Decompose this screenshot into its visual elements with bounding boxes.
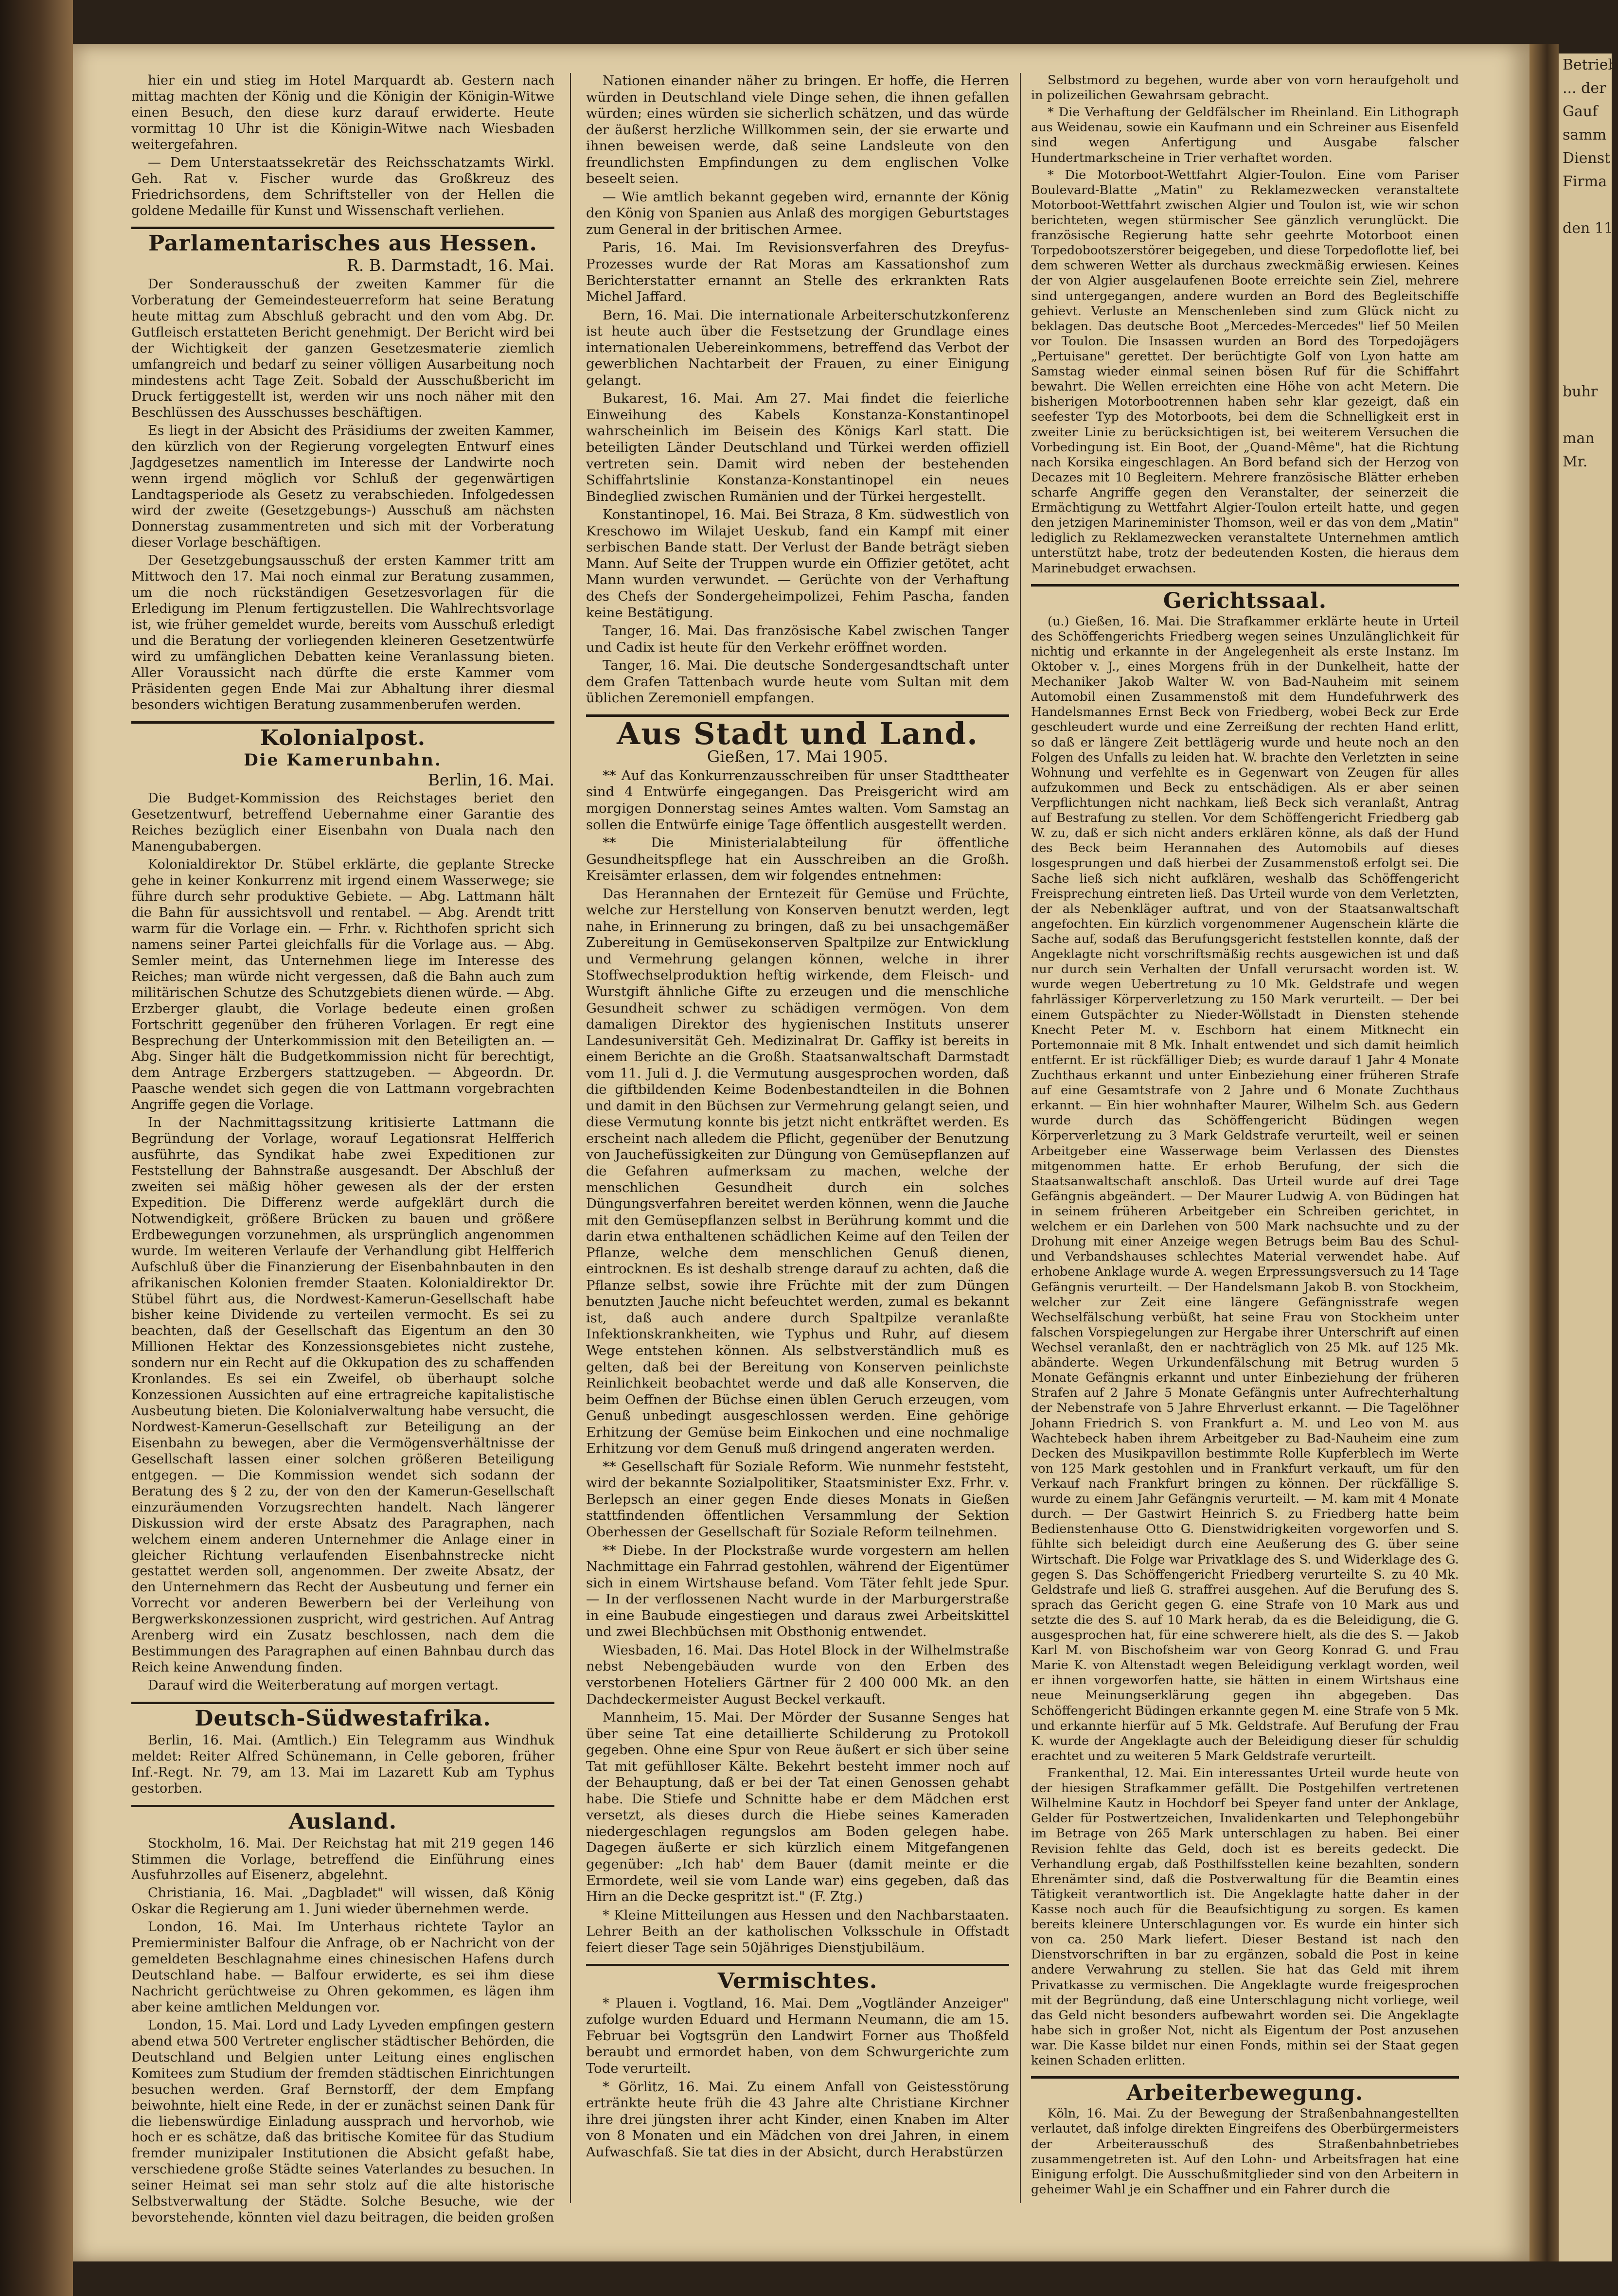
dateline: Berlin, 16. Mai.	[427, 770, 554, 789]
section-heading-gerichtssaal: Gerichtssaal.	[1163, 588, 1327, 613]
dateline: Gießen, 17. Mai 1905.	[707, 747, 889, 766]
labor-news	[1031, 2106, 1459, 2197]
article-paragraph: Wiesbaden, 16. Mai. Das Hotel Block in der Wilhelmstraße nebst Nebengebäuden wurde von den Erben des verstorbenen Hoteliers Gärtner für 2 400 000 Mk. an den Dachdeckermeister August Beckel verkauft.	[586, 1642, 1009, 1707]
article-paragraph: ** Gesellschaft für Soziale Reform. Wie nunmehr feststeht, wird der bekannte Sozialpolitiker, Staatsminister Exz. Frhr. v. Berlepsch an einer gegen Ende dieses Monats in Gießen stattfindenden öffentlichen Versammlung der Sektion Oberhessen der Gesellschaft für Soziale Reform teilnehmen.	[586, 1459, 1009, 1540]
article-paragraph: Der Sonderausschuß der zweiten Kammer für die Vorberatung der Gemeindesteuerreform hat seine Beratung heute mittag zum Abschluß gebracht und den vom Abg. Dr. Gutfleisch erstatteten Bericht genehmigt. Der Bericht wird bei der Wichtigkeit der ganzen Gesetzesmaterie ziemlich umfangreich und bedarf zu seiner völligen Ausarbeitung noch mindestens acht Tage Zeit. Sobald der Ausschußbericht im Druck fertiggestellt ist, werden wir uns noch näher mit den Beschlüssen des Ausschusses beschäftigen.	[131, 277, 554, 420]
article-paragraph: ** Diebe. In der Plockstraße wurde vorgestern am hellen Nachmittage ein Fahrrad gestohlen, während der Eigentümer sich in einem Wirtshause befand. Vom Täter fehlt jede Spur. — In der verflossenen Nacht wurde in der Marburgerstraße in eine Baubude eingestiegen und daraus zwei Arbeitskittel und zwei Blechbüchsen mit Obsthonig entwendet.	[586, 1542, 1009, 1640]
next-page-text	[1559, 240, 1612, 264]
column-1	[131, 73, 554, 2228]
article-paragraph: Der Gesetzgebungsausschuß der ersten Kammer tritt am Mittwoch den 17. Mai noch einmal zur Beratung zusammen, um die noch rückständigen Gesetzesvorlagen für die Erledigung im Plenum fertigzustellen. Die Wahlrechtsvorlage ist, wie früher gemeldet wurde, bereits vom Ausschuß erledigt und die Beratung der vorliegenden kleineren Gesetzentwürfe wird zu umfänglichen Debatten keine Veranlassung bieten. Aller Voraussicht nach dürfte die erste Kammer vom Präsidenten gegen Ende Mai zur Abhaltung ihrer diesmal besonders wichtigen Beratung zusammenberufen werden.	[131, 553, 554, 712]
section-rule	[131, 227, 554, 229]
dsw-articles	[131, 1733, 554, 1797]
article-paragraph: Nationen einander näher zu bringen. Er hoffe, die Herren würden in Deutschland viele Dinge sehen, die ihnen gefallen würden; eines würden sie sicherlich schätzen, und das würde der äußerst herzliche Willkommen sein, der sie erwarte und ihnen beweisen werde, daß seine Landsleute von den freundlichsten Empfindungen zu dem englischen Volke beseelt seien.	[586, 73, 1009, 187]
next-page-text: den 11.	[1563, 220, 1618, 237]
article-paragraph: Das Herannahen der Erntezeit für Gemüse und Früchte, welche zur Herstellung von Konserven benutzt werden, legt nahe, in Erinnerung zu bringen, daß zu bei unsachgemäßer Zubereitung in Gemüsekonserven Spaltpilze zur Entwicklung und Vermehrung gelangen können, welche in ihrer Stoffwechselproduktion heftig wirkende, dem Fleisch- und Wurstgift ähnliche Gifte zu erzeugen und die menschliche Gesundheit schwer zu schädigen vermögen. Von dem damaligen Direktor des hygienischen Instituts unserer Landesuniversität Geh. Medizinalrat Dr. Gaffky ist bereits in einem Berichte an die Großh. Staatsanwaltschaft Darmstadt vom 11. Juli d. J. die Vermutung ausgesprochen worden, daß die giftbildenden Keime Bodenbestandteilen in die Bohnen und damit in den Büchsen zur Vermehrung gelangt seien, und diese Vermutung konnte bis jetzt nicht entkräftet werden. Es erscheint nach alledem die Pflicht, gegenüber der Benutzung von Jauchefüssigkeiten zur Düngung von Gemüsepflanzen auf die Gefahren aufmerksam zu machen, welche der menschlichen Gesundheit durch ein solches Düngungsverfahren bereitet werden können, wenn die Jauche mit den Gemüsepflanzen selbst in Berührung kommt und die darin etwa enthaltenen schädlichen Keime auf den Teilen der Pflanze, welche dem menschlichen Genuß dienen, eintrocknen. Es ist deshalb strenge darauf zu achten, daß die Pflanze selbst, sowie ihre Früchte mit der zum Düngen benutzten Jauche nicht befeuchtet werden, zumal es bekannt ist, daß auch andere durch Spaltpilze veranlaßte Infektionskrankheiten, wie Typhus und Ruhr, auf diesem Wege entstehen können. Als selbstverständlich muß es gelten, daß bei der Bereitung von Konserven peinlichste Reinlichkeit beobachtet werde und daß alle Konserven, die beim Oeffnen der Büchse einen üblen Geruch erzeugen, vom Genuß unbedingt ausgeschlossen werden. Eine gehörige Erhitzung der Gemüse beim Einkochen und eine nochmalige Erhitzung vor dem Genuß muß dringend angeraten werden.	[586, 886, 1009, 1457]
section-heading-stadt-land: Aus Stadt und Land.	[617, 715, 978, 751]
court-reports	[1031, 614, 1459, 2069]
article-paragraph: Mannheim, 15. Mai. Der Mörder der Susanne Senges hat über seine Tat eine detaillierte Schilderung zu Protokoll gegeben. Ohne eine Spur von Reue äußert er sich über seine Tat mit gefühlloser Kälte. Bekehrt besteht immer noch auf der Behauptung, daß er bei der Tat einen Genossen gehabt habe. Die Stiefe und Schnitte habe er dem Mädchen erst versetzt, als dieses durch die Hiebe seines Kameraden niedergeschlagen regungslos am Boden gelegen habe. Dagegen äußerte er sich kürzlich einem Mitgefangenen gegenüber: „Ich hab' dem Bauer (damit meinte er die Ermordete, weil sie vom Lande war) eins gegeben, daß das Hirn an die Decke gespritzt ist." (F. Ztg.)	[586, 1709, 1009, 1905]
column-divider	[570, 73, 571, 2203]
article-paragraph: Konstantinopel, 16. Mai. Bei Straza, 8 Km. südwestlich von Kreschowo im Wilajet Ueskub, fand ein Kampf mit einer serbischen Bande statt. Der Verlust der Bande beträgt sieben Mann. Auf Seite der Truppen wurde ein Offizier getötet, acht Mann wurden verwundet. — Gerüchte von der Verhaftung des Chefs der Sondergeheimpolizei, Fehim Pascha, fanden keine Bestätigung.	[586, 507, 1009, 621]
article-paragraph: Köln, 16. Mai. Zu der Bewegung der Straßenbahnangestellten verlautet, daß infolge direkten Eingreifens des Oberbürgermeisters der Arbeiterausschuß des Straßenbahnbetriebes zusammengetreten ist. Auf den Lohn- und Arbeitsfragen hat eine Einigung erfolgt. Die Ausschußmitglieder sind von den Arbeitern in geheimer Wahl je ein Schaffner und ein Fahrer durch die	[1031, 2106, 1459, 2197]
section-rule	[586, 1964, 1009, 1966]
next-page-fragment	[1559, 53, 1618, 2261]
next-page-text: ... der	[1563, 80, 1606, 97]
next-page-text	[1559, 310, 1612, 334]
article-paragraph: Berlin, 16. Mai. (Amtlich.) Ein Telegramm aus Windhuk meldet: Reiter Alfred Schünemann, in Celle geboren, früher Inf.-Regt. Nr. 79, am 13. Mai im Lazarett Kub am Typhus gestorben.	[131, 1732, 554, 1796]
next-page-text: man	[1563, 430, 1595, 447]
article-paragraph: * Plauen i. Vogtland, 16. Mai. Dem „Vogtländer Anzeiger" zufolge wurden Eduard und Hermann Neumann, die am 15. Februar bei Vogtsgrün den Landwirt Forner aus Thoßfeld beraubt und ermordet haben, von dem Schwurgerichte zum Tode verurteilt.	[586, 1995, 1009, 2076]
next-page-text	[1559, 287, 1612, 310]
section-heading-ausland: Ausland.	[288, 1809, 397, 1834]
article-paragraph: — Dem Unterstaatssekretär des Reichsschatzamts Wirkl. Geh. Rat v. Fischer wurde das Großkreuz des Friedrichsordens, dem Schriftsteller von der Hellen die goldene Medaille für Kunst und Wissenschaft verliehen.	[131, 155, 554, 218]
article-paragraph: Die Budget-Kommission des Reichstages beriet den Gesetzentwurf, betreffend Uebernahme einer Garantie des Reiches bezüglich einer Eisenbahn von Duala nach den Manengubabergen.	[131, 791, 554, 854]
article-paragraph: hier ein und stieg im Hotel Marquardt ab. Gestern nach mittag machten der König und die Königin der Königin-Witwe einen Besuch, den diese kurz darauf erwiderte. Heute vormittag 10 Uhr ist die Königin-Witwe nach Wiesbaden weitergefahren.	[131, 73, 554, 152]
article-paragraph: ** Auf das Konkurrenzausschreiben für unser Stadttheater sind 4 Entwürfe eingegangen. Das Preisgericht wird am morgigen Donnerstag seines Amtes walten. Vom Samstag an sollen die Entwürfe einige Tage öffentlich ausgestellt werden.	[586, 767, 1009, 833]
subheading-kamerunbahn: Die Kamerunbahn.	[244, 750, 442, 770]
column-3	[1031, 73, 1459, 2199]
misc-news	[586, 1995, 1009, 2160]
article-paragraph: — Wie amtlich bekannt gegeben wird, ernannte der König den König von Spanien aus Anlaß des morgigen Geburtstages zum General in der britischen Armee.	[586, 189, 1009, 237]
article-paragraph: Frankenthal, 12. Mai. Ein interessantes Urteil wurde heute von der hiesigen Strafkammer gefällt. Die Postgehilfen vertretenen Wilhelmine Kautz in Hochdorf bei Speyer fand unter der Anklage, Gelder für Postwertzeichen, Invalidenkarten und Telephongebühr im Betrage von 265 Mark unterschlagen zu haben. Bei einer Revision fehlte das Geld, doch ist es bereits gedeckt. Die Verhandlung ergab, daß Posthilfsstellen keine bezahlten, sondern Ehrenämter sind, daß die Postverwaltung für die Beamtin eines Tätigkeit verantwortlich ist. Die Angeklagte hatte daher in der Kasse noch auch für die Beaufsichtigung zu sorgen. Es kamen bereits kleinere Unterschlagungen vor. Es wurde ein hinter sich von ca. 250 Mark liefert. Dieser Bestand ist nach den Dienstvorschriften in bar zu ergänzen, sobald die Post in keine andere Verwahrung zu stellen. Sie hat das Geld mit ihrem Privatkasse zu vermischen. Die Angeklagte wurde freigesprochen mit der Begründung, daß eine Unterschlagung nicht vorliege, weil das Geld nicht besonders aufbewahrt worden sei. Die Angeklagte habe sich in großer Not, nicht als Eigentum der Post anzusehen war. Die Kasse bildet nur einen Fonds, mithin sei der Staat gegen keinen Schaden erlitten.	[1031, 1766, 1459, 2068]
article-paragraph: Kolonialdirektor Dr. Stübel erklärte, die geplante Strecke gehe in keiner Konkurrenz mit irgend einem Wasserwege; sie führe durch sehr produktive Gebiete. — Abg. Lattmann hält die Bahn für aussichtsvoll und rentabel. — Abg. Arendt tritt warm für die Vorlage ein. — Frhr. v. Richthofen spricht sich namens seiner Partei gleichfalls für die Vorlage aus. — Abg. Semler meint, das Unternehmen liege im Interesse des Reiches; man würde nicht vergessen, daß die Bahn auch zum militärischen Schutze des Schutzgebiets dienen würde. — Abg. Erzberger glaubt, die Vorlage bedeute einen großen Fortschritt gegenüber den früheren Vorlagen. Er regt eine Besprechung der Unterkommission mit den Beteiligten an. — Abg. Singer hält die Budgetkommission nicht für berechtigt, dem Antrage Erzbergers stattzugeben. — Abgeordn. Dr. Paasche wendet sich gegen die von Lattmann vorgebrachten Angriffe gegen die Vorlage.	[131, 857, 554, 1113]
article-paragraph: Tanger, 16. Mai. Die deutsche Sondergesandtschaft unter dem Grafen Tattenbach wurde heute vom Sultan mit dem üblichen Zeremoniell empfangen.	[586, 658, 1009, 706]
colonial-articles	[131, 791, 554, 1694]
section-rule	[1031, 584, 1459, 587]
article-paragraph: Selbstmord zu begehen, wurde aber von vorn heraufgeholt und in polizeilichen Gewahrsam gebracht.	[1031, 73, 1459, 103]
parliament-articles	[131, 277, 554, 713]
article-paragraph: Paris, 16. Mai. Im Revisionsverfahren des Dreyfus-Prozesses wurde der Rat Moras am Kassationshof zum Berichterstatter ernannt an Stelle des erkrankten Rats Michel Jaffard.	[586, 240, 1009, 305]
section-heading-colonial: Kolonialpost.	[260, 725, 426, 750]
article-paragraph: * Die Motorboot-Wettfahrt Algier-Toulon. Eine vom Pariser Boulevard-Blatte „Matin" zu Reklamezwecken veranstaltete Motorboot-Wettfahrt zwischen Algier und Toulon ist, wie wir schon berichteten, wegen stürmischer See gänzlich verunglückt. Die französische Regierung hatte sehr geehrte Motorboot einen Torpedobootszerstörer beigegeben, und diese Torpedoflotte lief, bei dem schweren Wetter als durchaus zweckmäßig erwiesen. Keines der von Algier ausgelaufenen Boote erreichte sein Ziel, mehrere sind untergegangen, andere wurden an Bord des Begleitschiffe gehievt. Verluste an Menschenleben sind zum Glück nicht zu beklagen. Das deutsche Boot „Mercedes-Mercedes" lief 50 Meilen vor Toulon. Die Insassen wurden an Bord des Torpedojägers „Pertuisane" gerettet. Der berüchtigte Golf von Lyon hatte am Samstag wieder einmal seinen bösen Ruf für die Schiffahrt bewahrt. Die Wellen erreichten eine Höhe von acht Metern. Die bisherigen Motorbootrennen haben sehr klar gezeigt, daß ein seefester Typ des Motorboots, bei dem die Schnelligkeit erst in zweiter Linie zu berücksichtigen ist, bei weiterem Versuchen die Vorbedingung ist. Ein Boot, der „Quand-Même", hat die Richtung nach Korsika eingeschlagen. An Bord befand sich der Herzog von Decazes mit 10 Begleitern. Mehrere französische Blätter erheben scharfe Angriffe gegen den Veranstalter, der seinerzeit die Ermächtigung zu Wettfahrt Algier-Toulon erteilt hatte, und gegen den jetzigen Marineminister Thomson, weil er das von dem „Matin" lediglich zu Reklamezwecken veranstaltete Unternehmen amtlich unterstützt habe, trotz der bedeutenden Kosten, die hieraus dem Marinebudget erwachsen.	[1031, 167, 1459, 576]
next-page-text	[1559, 194, 1612, 217]
section-rule	[1031, 2076, 1459, 2079]
next-page-text	[1559, 404, 1612, 427]
next-page-text: samm	[1563, 126, 1607, 143]
column-2	[586, 73, 1009, 2162]
article-paragraph: * Kleine Mitteilungen aus Hessen und den Nachbarstaaten. Lehrer Beith an der katholischen Volksschule in Offstadt feiert dieser Tage sein 50jähriges Dienstjubiläum.	[586, 1907, 1009, 1956]
article-paragraph: * Görlitz, 16. Mai. Zu einem Anfall von Geistesstörung ertränkte heute früh die 43 Jahre alte Christiane Kirchner ihre drei jüngsten ihrer acht Kinder, einen Knaben im Alter von 8 Monaten und ein Mädchen von drei Jahren, in einem Aufwaschfaß. Sie tat dies in der Absicht, durch Herabstürzen	[586, 2079, 1009, 2160]
intro-articles	[131, 73, 554, 219]
article-paragraph: Christiania, 16. Mai. „Dagbladet" will wissen, daß König Oskar die Regierung am 1. Juni wieder übernehmen werde.	[131, 1886, 554, 1917]
section-rule	[131, 1805, 554, 1807]
dateline: R. B. Darmstadt, 16. Mai.	[347, 256, 554, 275]
article-paragraph: London, 16. Mai. Im Unterhaus richtete Taylor an Premierminister Balfour die Anfrage, ob er Nachricht von der gemeldeten Beschlagnahme eines chinesischen Hafens durch Deutschland habe. — Balfour erwiderte, es sei ihm diese Nachricht gerüchtweise zu Ohren gekommen, es lägen ihm aber keine amtlichen Meldungen vor.	[131, 1920, 554, 2015]
misc-continued	[1031, 73, 1459, 576]
section-heading-dsw: Deutsch-Südwestafrika.	[195, 1706, 491, 1731]
next-page-text: Mr.	[1563, 453, 1588, 470]
section-rule	[131, 721, 554, 724]
book-gutter	[1529, 44, 1559, 2261]
section-rule	[131, 1702, 554, 1704]
ausland-articles	[131, 1836, 554, 2226]
article-paragraph: * Die Verhaftung der Geldfälscher im Rheinland. Ein Lithograph aus Weidenau, sowie ein Kaufmann und ein Schreiner aus Eisenfeld sind wegen Anfertigung und Ausgabe falscher Hundertmarkscheine in Trier verhaftet worden.	[1031, 105, 1459, 165]
next-page-text: buhr	[1563, 383, 1598, 400]
book-edge-left	[0, 0, 73, 2296]
article-paragraph: Tanger, 16. Mai. Das französische Kabel zwischen Tanger und Cadix ist heute für den Verkehr eröffnet worden.	[586, 623, 1009, 655]
next-page-text	[1559, 334, 1612, 357]
article-paragraph: Bukarest, 16. Mai. Am 27. Mai findet die feierliche Einweihung des Kabels Konstanza-Konstantinopel wahrscheinlich im Beisein des Königs Karl statt. Die beteiligten Länder Deutschland und Türkei werden offiziell vertreten sein. Damit wird neben der bestehenden Schiffahrtslinie Konstanza-Konstantinopel ein neues Bindeglied zwischen Rumänien und der Türkei hergestellt.	[586, 391, 1009, 504]
column-divider	[1020, 73, 1021, 2203]
next-page-text	[1559, 357, 1612, 380]
article-paragraph: London, 15. Mai. Lord und Lady Lyveden empfingen gestern abend etwa 500 Vertreter englischer städtischer Behörden, die Deutschland und Belgien unter Leitung eines englischen Komitees zum Studium der fremden städtischen Einrichtungen besuchen werden. Graf Bernstorff, der dem Empfang beiwohnte, hielt eine Rede, in der er zunächst seinen Dank für die liebenswürdige Einladung aussprach und hervorhob, wie hoch er es schätze, daß das britische Komitee für das Studium fremder munizipaler Institutionen die Absicht gefaßt habe, verschiedene große Städte seines Vaterlandes zu besuchen. In seiner Heimat sei man sehr stolz auf die alte historische Selbstverwaltung der Städte. Solche Besuche, wie der bevorstehende, könnten viel dazu beitragen, die beiden großen	[131, 2017, 554, 2225]
article-paragraph: Darauf wird die Weiterberatung auf morgen vertagt.	[148, 1678, 499, 1693]
article-paragraph: In der Nachmittagssitzung kritisierte Lattmann die Begründung der Vorlage, worauf Legationsrat Helfferich ausführte, das Syndikat habe zwei Expeditionen zur Feststellung der Bahnstraße ausgesandt. Der Abschluß der zweiten sei mäßig höher gewesen als der der ersten Expedition. Die Differenz werde aufgeklärt durch die Notwendigkeit, größere Brücken zu bauen und größere Erdbewegungen vorzunehmen, als ursprünglich angenommen wurde. Im weiteren Verlaufe der Verhandlung gibt Helfferich Aufschluß über die Finanzierung der Eisenbahnbauten in den afrikanischen Kolonien fremder Staaten. Kolonialdirektor Dr. Stübel führt aus, die Nordwest-Kamerun-Gesellschaft habe bisher keine Dividende zu verteilen vermocht. Es sei zu beachten, daß der Gesellschaft das Eigentum an den 30 Millionen Hektar des Konzessionsgebietes nicht zustehe, sondern nur ein Recht auf die Okkupation des zu schaffenden Kronlandes. Es sei ein Zweifel, ob überhaupt solche Konzessionen Aussichten auf eine ertragreiche kapitalistische Ausbeutung bieten. Die Kolonialverwaltung habe versucht, die Nordwest-Kamerun-Gesellschaft zur Beteiligung an der Eisenbahn zu bewegen, aber die Vermögensverhältnisse der Gesellschaft lassen einer solchen größeren Beteiligung entgegen. — Die Kommission wendet sich sodann der Beratung des § 2 zu, der von den der Kamerun-Gesellschaft einzuräumenden Vorzugsrechten handelt. Nach längerer Diskussion wird der erste Absatz des Paragraphen, nach welchem einem anderen Unternehmer die Anlage einer in gleicher Richtung verlaufenden Eisenbahnstrecke nicht gestattet werden soll, angenommen. Der zweite Absatz, der den Unternehmern das Recht der Ausbeutung und ferner ein Vorrecht vor anderen Bewerbern bei der Verleihung von Bergwerkskonzessionen zuspricht, wird gestrichen. Auf Antrag Arenberg wird ein Zusatz beschlossen, nach dem die Bestimmungen des Paragraphen auf einen Bahnbau durch das Reich keine Anwendung finden.	[131, 1115, 554, 1675]
next-page-text: Betrieb	[1563, 56, 1618, 73]
section-heading-arbeiter: Arbeiterbewegung.	[1126, 2081, 1364, 2106]
local-news	[586, 768, 1009, 1956]
section-heading-vermischtes: Vermischtes.	[717, 1969, 878, 1994]
foreign-news	[586, 73, 1009, 707]
next-page-text: Dienst	[1563, 150, 1611, 167]
article-paragraph: ** Die Ministerialabteilung für öffentliche Gesundheitspflege hat ein Ausschreiben an die Großh. Kreisämter erlassen, dem wir folgendes entnehmen:	[586, 835, 1009, 884]
article-paragraph: (u.) Gießen, 16. Mai. Die Strafkammer erklärte heute in Urteil des Schöffengerichts Friedberg wegen seines Unzulänglichkeit für nichtig und erkannte in der Angelegenheit als erste Instanz. Im Oktober v. J., eines Morgens früh in der Dunkelheit, hatte der Mechaniker Jakob Walter W. von Bad-Nauheim mit seinem Automobil einen Zusammenstoß mit dem Hundefuhrwerk des Handelsmannes Ernst Beck von Friedberg, wobei Beck zur Erde geschleudert wurde und eine Zerreißung der rechten Hand erlitt, so daß er längere Zeit bettlägerig wurde und heute noch an den Folgen des Unfalls zu leiden hat. W. brachte den Verletzten in seine Wohnung und verfehlte es in Gegenwart von Zeugen für alles aufzukommen und Beck zu entschädigen. Als er aber seinen Verpflichtungen nicht nachkam, ließ Beck sich veranlaßt, Antrag auf Bestrafung zu stellen. Vor dem Schöffengericht Friedberg gab W. zu, daß er sich nicht anders erklären könne, als daß der Hund des Beck beim Herannahen des Automobils auf dieses losgesprungen und daß hierbei der Zusammenstoß erfolgt sei. Die Sache ließ sich nicht aufklären, weshalb das Schöffengericht Freisprechung eintreten ließ. Das Urteil wurde von dem Verletzten, der als Nebenkläger auftrat, und von der Staatsanwaltschaft angefochten. Ein kürzlich vorgenommener Augenschein klärte die Sache auf, sodaß das Berufungsgericht feststellen konnte, daß der Angeklagte nicht vorschriftsmäßig rechts ausgewichen ist und daß nur durch sein Verhalten der Unfall verursacht worden ist. W. wurde wegen Uebertretung zu 10 Mk. Geldstrafe und wegen fahrlässiger Körperverletzung zu 150 Mark verurteilt. — Der bei einem Gutspächter zu Nieder-Wöllstadt in Diensten stehende Knecht Peter M. v. Eschborn hat einem Mitknecht ein Portemonnaie mit 8 Mk. Inhalt entwendet und sich damit heimlich entfernt. Er ist rückfälliger Dieb; es wurde darauf 1 Jahr 4 Monate Zuchthaus erkannt und unter Einbeziehung einer früheren Strafe auf eine Gesamtstrafe von 2 Jahre und 6 Monate Zuchthaus erkannt. — Ein hier wohnhafter Maurer, Wilhelm Sch. aus Gedern wurde durch das Schöffengericht Büdingen wegen Körperverletzung zu 3 Mark Geldstrafe verurteilt, weil er seinen Arbeitgeber eine Wasserwage beim Verlassen des Dienstes mitgenommen hatte. Er erhob Berufung, der sich die Staatsanwaltschaft anschloß. Das Urteil wurde auf drei Tage Gefängnis abgeändert. — Der Maurer Ludwig A. von Büdingen hat in seinem früheren Arbeitgeber ein Schreiben gerichtet, in welchem er ein Darlehen von 500 Mark nachsuchte und zu der Drohung mit einer Anzeige wegen Betrugs beim Bau des Schul- und Verbandshauses schlechtes Material verwendet habe. Auf erhobene Anklage wurde A. wegen Erpressungsversuch zu 14 Tage Gefängnis verurteilt. — Der Handelsmann Jakob B. von Stockheim, welcher zur Zeit eine längere Gefängnisstrafe wegen Wechselfälschung verbüßt, hat seine Frau von Stockheim unter falschen Vorspiegelungen zur Hergabe ihrer Unterschrift auf einen Wechsel veranlaßt, den er nachträglich von 25 Mk. auf 125 Mk. abänderte. Wegen Urkundenfälschung mit Betrug wurden 5 Monate Gefängnis erkannt und unter Einbeziehung der früheren Strafen auf 2 Jahre 5 Monate Gefängnis unter Aufrechterhaltung der Nebenstrafe von 5 Jahre Ehrverlust erkannt. — Die Tagelöhner Johann Friedrich S. von Frankfurt a. M. und Leo von M. aus Wachtebeck haben ihrem Arbeitgeber zu Bad-Nauheim eine zum Decken des Musikpavillon bestimmte Rolle Kupferblech im Werte von 125 Mark gestohlen und in Frankfurt verkauft, um für den Verkauf nach Frankfurt bringen zu können. Der rückfällige S. wurde zu einem Jahr Gefängnis verurteilt. — M. kam mit 4 Monate durch. — Der Gastwirt Heinrich S. zu Friedberg hatte beim Bedienstenhause Otto G. Dienstwidrigkeiten vorgeworfen und S. fühlte sich beleidigt durch eine Aeußerung des G. über seine Wirtschaft. Die Folge war Privatklage des S. und Widerklage des G. gegen S. Das Schöffengericht Friedberg verurteilte S. zu 40 Mk. Geldstrafe und ließ G. straffrei ausgehen. Auf die Berufung des S. sprach das Gericht gegen G. eine Strafe von 10 Mark aus und setzte die des S. auf 10 Mark herab, da es die Beleidigung, die G. ausgesprochen hat, für eine schwerere hielt, als die des S. — Jakob Karl M. von Bischofsheim war von Georg Konrad G. und Frau Marie K. von Altenstadt wegen Beleidigung verklagt worden, weil er ihnen vorgeworfen hatte, sie hätten in einem Wirtshaus eine neue Meinungserklärung gegen ihn abgegeben. Das Schöffengericht Büdingen erkannte gegen M. eine Strafe von 5 Mk. und erkannte hierfür auf 5 Mk. Geldstrafe. Auf Berufung der Frau K. wurde der Angeklagte auch der Beleidigung dieser für schuldig erachtet und zu weiteren 5 Mark Geldstrafe verurteilt.	[1031, 614, 1459, 1763]
next-page-text: Gauf	[1563, 103, 1598, 120]
section-heading-parliament: Parlamentarisches aus Hessen.	[148, 231, 537, 256]
next-page-text: Firma	[1563, 173, 1607, 190]
article-paragraph: Es liegt in der Absicht des Präsidiums der zweiten Kammer, den kürzlich von der Regierung vorgelegten Entwurf eines Jagdgesetzes namentlich im Interesse der Landwirte noch wenn irgend möglich vor Schluß der gegenwärtigen Landtagsperiode als Gesetz zu verabschieden. Infolgedessen wird der zweite (Gesetzgebungs-) Ausschuß am nächsten Donnerstag zusammentreten und sich mit der Vorberatung dieser Vorlage beschäftigen.	[131, 423, 554, 551]
next-page-text	[1559, 264, 1612, 287]
article-paragraph: Stockholm, 16. Mai. Der Reichstag hat mit 219 gegen 146 Stimmen die Vorlage, betreffend die Einführung eines Ausfuhrzolles auf Eisenerz, abgelehnt.	[131, 1835, 554, 1883]
article-paragraph: Bern, 16. Mai. Die internationale Arbeiterschutzkonferenz ist heute auch über die Festsetzung der Grundlage eines internationalen Uebereinkommens, betreffend das Verbot der gewerblichen Nachtarbeit der Frauen, zu einer Einigung gelangt.	[586, 307, 1009, 388]
